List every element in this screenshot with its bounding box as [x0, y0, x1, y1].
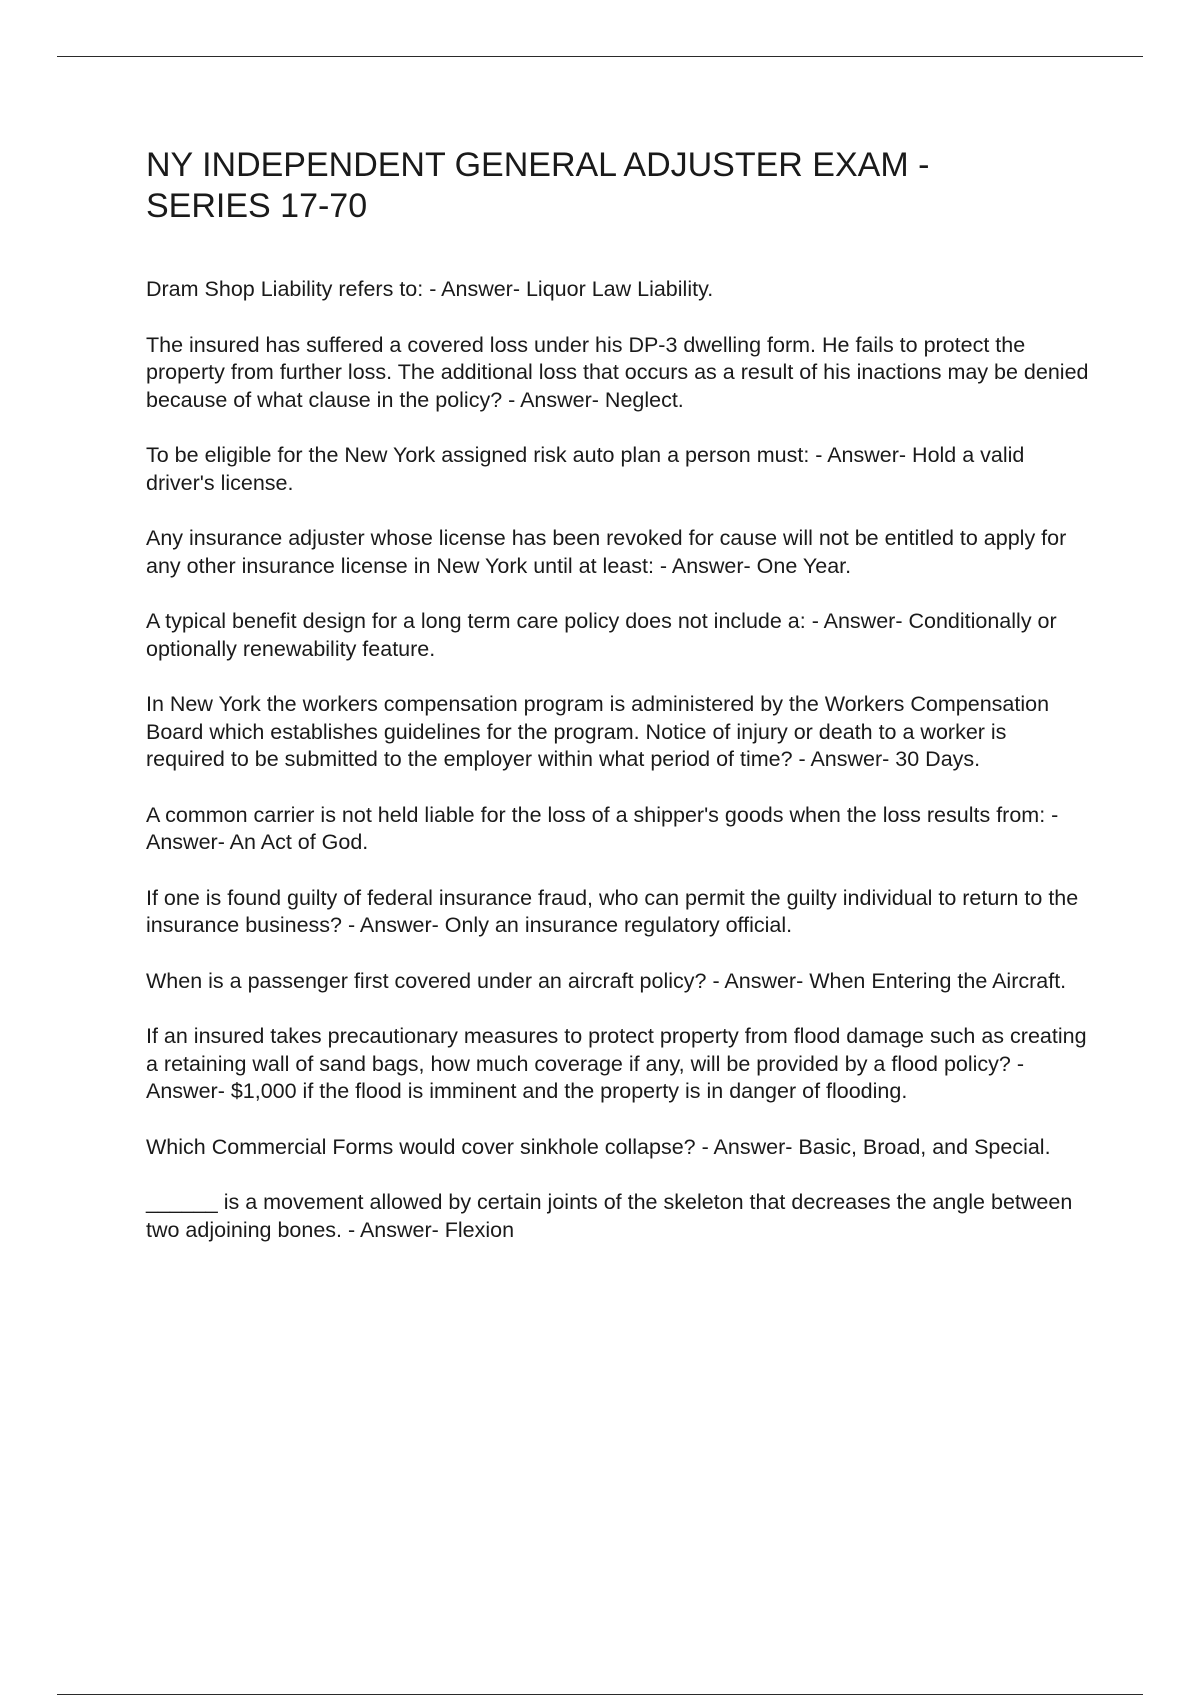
- qa-item: To be eligible for the New York assigned risk auto plan a person must: - Answer- Hold a valid driver's license.: [146, 443, 1025, 495]
- qa-item: In New York the workers compensation program is administered by the Workers Compensation Board which establishes guidelines for the program. Notice of injury or death to a worker is required to be submitted to the employer within what period of time? - Answer- 30 Days.: [146, 692, 1050, 771]
- qa-item: The insured has suffered a covered loss under his DP-3 dwelling form. He fails to protect the property from further loss. The additional loss that occurs as a result of his inactions may be denied because of what clause in the policy? - Answer- Neglect.: [146, 332, 1089, 412]
- qa-item: A typical benefit design for a long term care policy does not include a: - Answer- Conditionally or optionally renewability feature.: [146, 609, 1057, 661]
- qa-item: A common carrier is not held liable for the loss of a shipper's goods when the loss results from: - Answer- An Act of God.: [146, 802, 1059, 854]
- bottom-divider: [57, 1694, 1143, 1695]
- title-line-2: SERIES 17-70: [146, 187, 368, 225]
- qa-list: [146, 276, 1091, 1244]
- top-divider: [57, 56, 1143, 57]
- document-body: [146, 145, 1091, 1272]
- document-title: [146, 145, 1091, 227]
- qa-item: ______ is a movement allowed by certain joints of the skeleton that decreases the angle between two adjoining bones. - Answer- Flexion: [146, 1190, 1073, 1242]
- qa-item: Dram Shop Liability refers to: - Answer- Liquor Law Liability.: [146, 277, 714, 301]
- qa-item: Which Commercial Forms would cover sinkhole collapse? - Answer- Basic, Broad, and Special.: [146, 1134, 1051, 1159]
- title-line-1: NY INDEPENDENT GENERAL ADJUSTER EXAM -: [146, 146, 930, 184]
- qa-item: When is a passenger first covered under an aircraft policy? - Answer- When Entering the Aircraft.: [146, 968, 1067, 993]
- qa-item: If an insured takes precautionary measures to protect property from flood damage such as creating a retaining wall of sand bags, how much coverage if any, will be provided by a flood policy? - Answer- $1,000 if the flood is imminent and the property is in danger of flooding.: [146, 1024, 1087, 1103]
- qa-item: If one is found guilty of federal insurance fraud, who can permit the guilty individual to return to the insurance business? - Answer- Only an insurance regulatory official.: [146, 885, 1079, 937]
- qa-item: Any insurance adjuster whose license has been revoked for cause will not be entitled to apply for any other insurance license in New York until at least: - Answer- One Year.: [146, 526, 1067, 578]
